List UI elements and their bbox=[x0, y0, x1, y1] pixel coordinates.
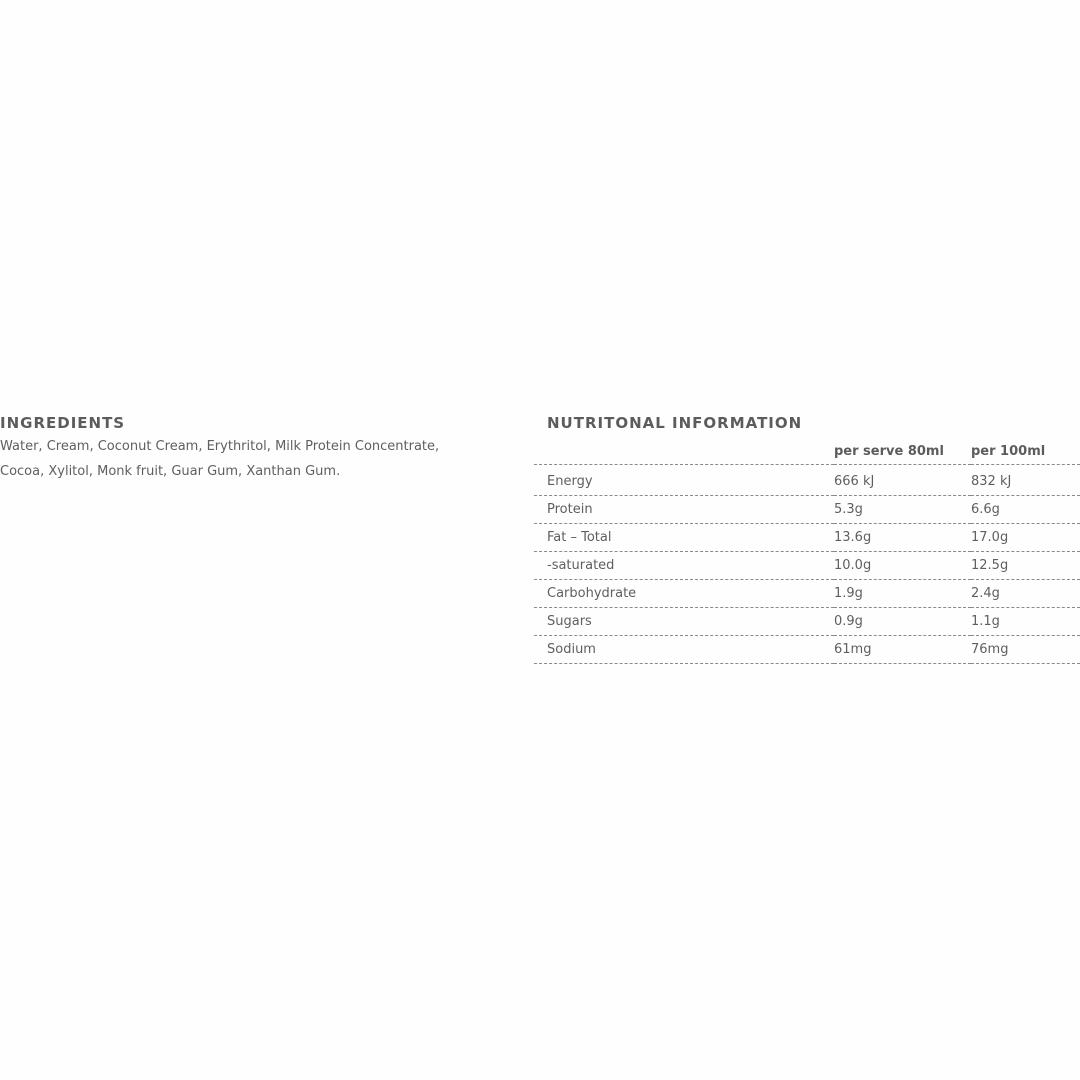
ingredients-line-2: Cocoa, Xylitol, Monk fruit, Guar Gum, Xanthan Gum. bbox=[0, 464, 341, 479]
nutrient-per-100ml: 12.5g bbox=[971, 558, 1009, 573]
ingredients-list bbox=[0, 434, 470, 484]
nutrient-per-serve: 10.0g bbox=[834, 558, 872, 573]
nutrition-row-sugars bbox=[534, 608, 1080, 636]
header-per-serve: per serve 80ml bbox=[834, 443, 944, 459]
nutrition-row-carbohydrate bbox=[534, 580, 1080, 608]
nutrient-per-100ml: 6.6g bbox=[971, 502, 1000, 517]
nutrient-per-100ml: 17.0g bbox=[971, 530, 1009, 545]
nutrient-name: -saturated bbox=[547, 558, 615, 573]
nutrition-table bbox=[534, 438, 1080, 664]
nutrition-row-protein bbox=[534, 496, 1080, 524]
nutrition-row-energy bbox=[534, 465, 1080, 496]
nutrient-per-serve: 666 kJ bbox=[834, 474, 875, 489]
nutrition-section bbox=[534, 412, 1080, 664]
nutrition-row-saturated bbox=[534, 552, 1080, 580]
nutrient-name: Fat – Total bbox=[547, 530, 612, 545]
nutrition-row-fat-total bbox=[534, 524, 1080, 552]
nutrient-per-100ml: 2.4g bbox=[971, 586, 1000, 601]
nutrient-per-serve: 5.3g bbox=[834, 502, 863, 517]
nutrient-name: Carbohydrate bbox=[547, 586, 637, 601]
nutrient-name: Energy bbox=[547, 474, 593, 489]
nutrient-per-serve: 1.9g bbox=[834, 586, 863, 601]
ingredients-section bbox=[0, 412, 470, 484]
nutrition-title: NUTRITONAL INFORMATION bbox=[547, 414, 803, 432]
ingredients-title: INGREDIENTS bbox=[0, 414, 126, 432]
header-per-100ml: per 100ml bbox=[971, 443, 1046, 459]
nutrient-per-100ml: 1.1g bbox=[971, 614, 1000, 629]
nutrient-per-serve: 0.9g bbox=[834, 614, 863, 629]
nutrient-per-100ml: 832 kJ bbox=[971, 474, 1012, 489]
nutrient-per-serve: 61mg bbox=[834, 642, 872, 657]
nutrient-name: Sodium bbox=[547, 642, 596, 657]
ingredients-line-1: Water, Cream, Coconut Cream, Erythritol, Milk Protein Concentrate, bbox=[0, 439, 440, 454]
nutrient-per-100ml: 76mg bbox=[971, 642, 1009, 657]
nutrition-header-row bbox=[534, 438, 1080, 465]
nutrient-name: Protein bbox=[547, 502, 593, 517]
nutrition-row-sodium bbox=[534, 636, 1080, 664]
header-nutrient bbox=[534, 438, 834, 465]
nutrient-name: Sugars bbox=[547, 614, 592, 629]
nutrient-per-serve: 13.6g bbox=[834, 530, 872, 545]
